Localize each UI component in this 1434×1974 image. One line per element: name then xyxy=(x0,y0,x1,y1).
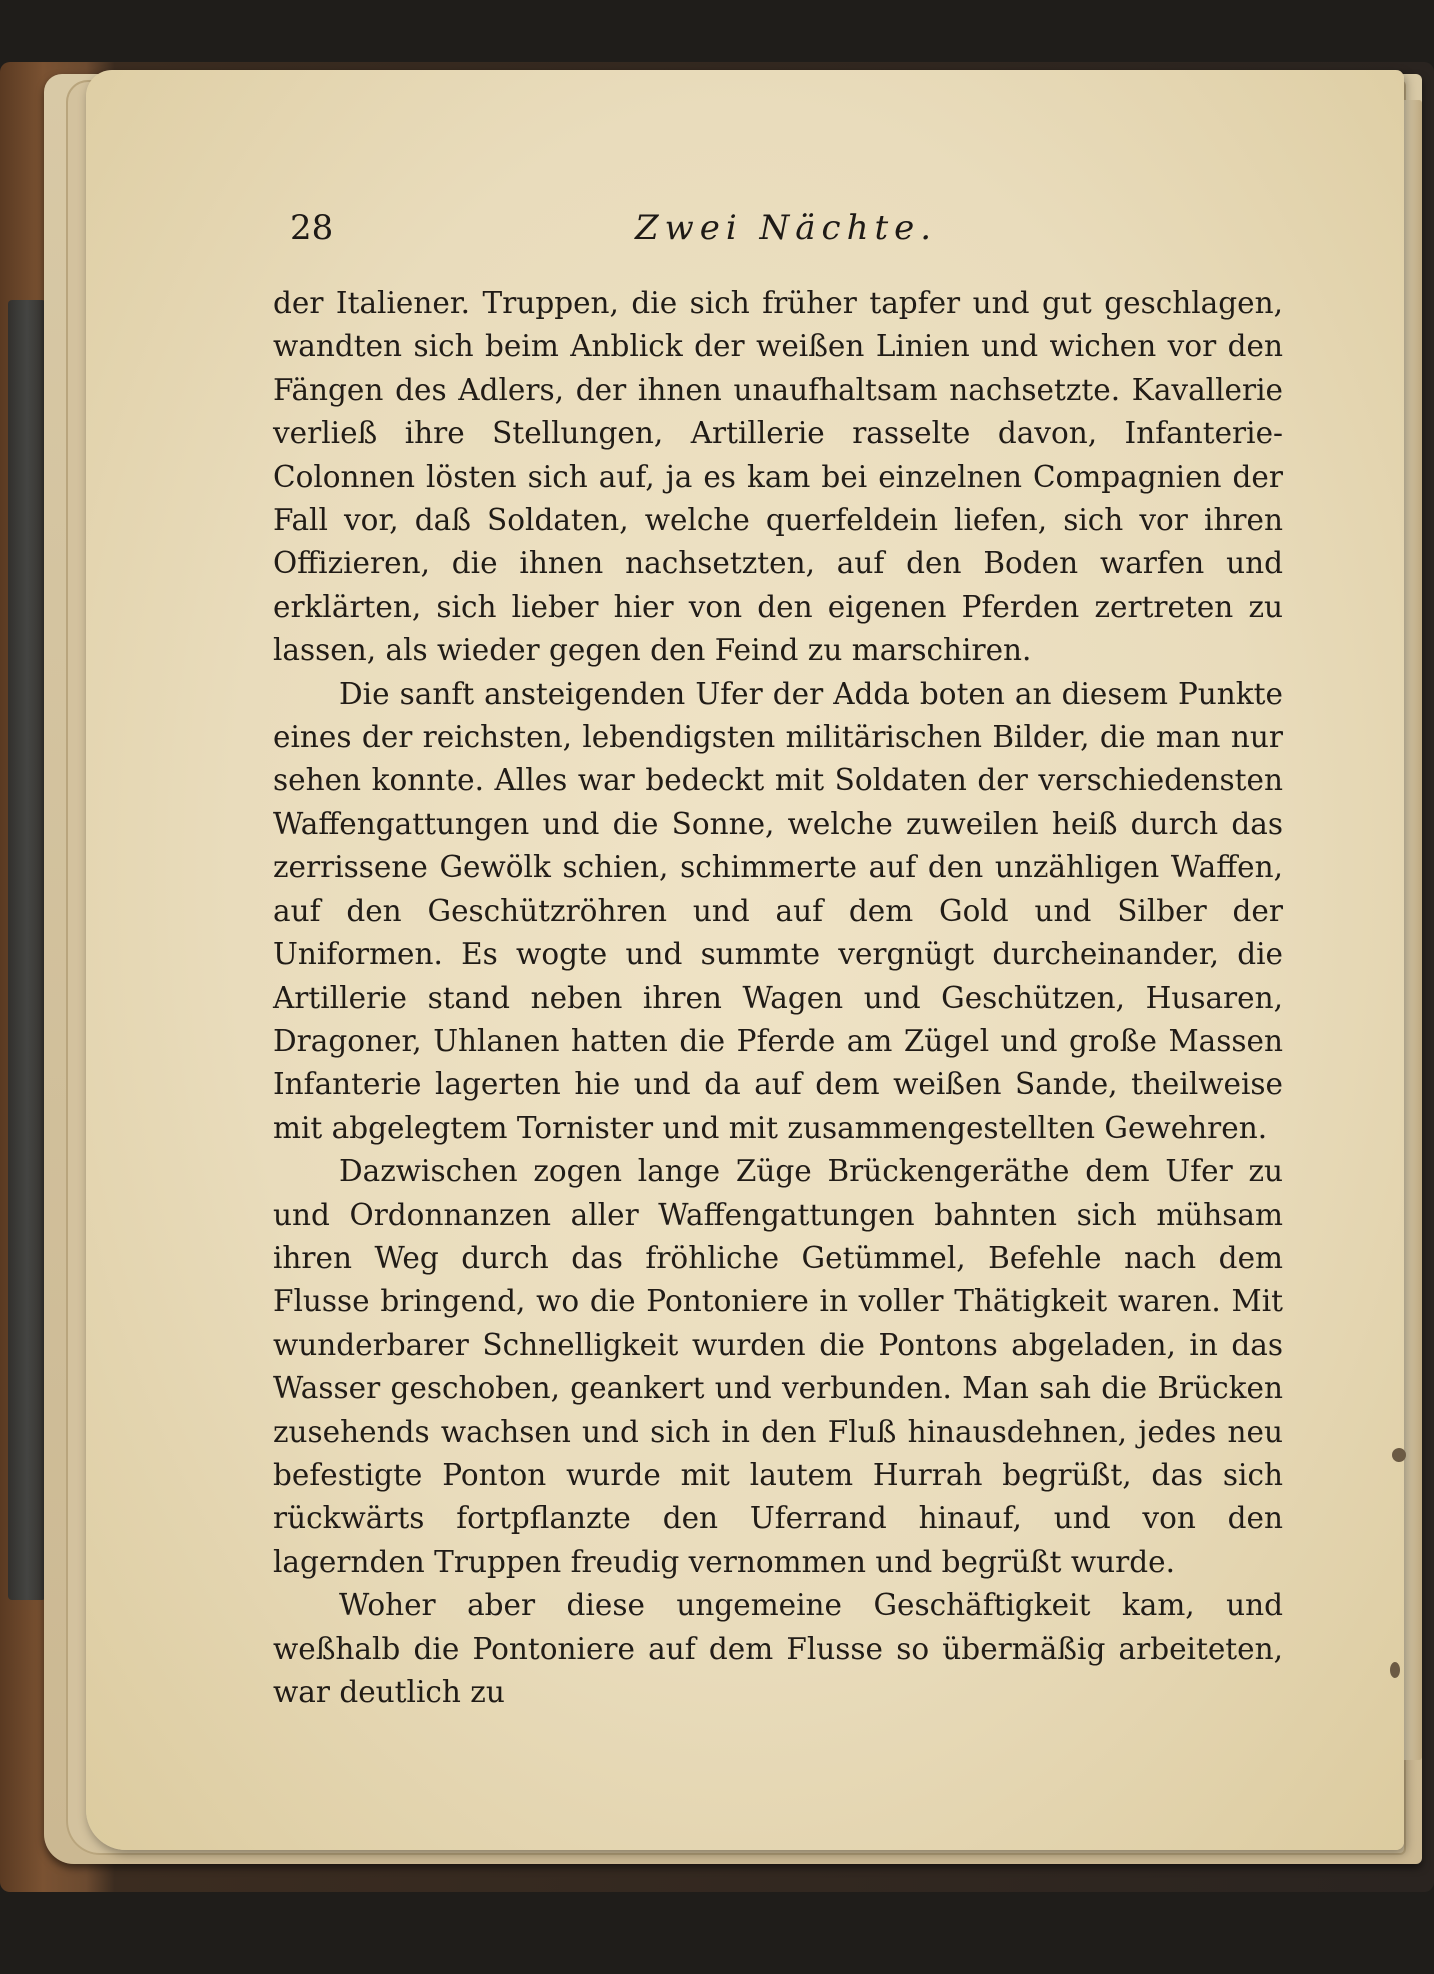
ink-spot xyxy=(1392,1448,1406,1462)
page-number: 28 xyxy=(290,208,334,248)
paragraph-3: Dazwischen zogen lange Züge Brückengeräthe dem Ufer zu und Ordonnanzen aller Waffengattungen bahnten sich mühsam ihren Weg durch das fröhliche Getümmel, Befehle nach dem Flusse bringend, wo die Pontoniere in voller Thätigkeit waren. Mit wunderbarer Schnelligkeit wurden die Pontons abgeladen, in das Wasser geschoben, geankert und verbunden. Man sah die Brücken zusehends wachsen und sich in den Fluß hinausdehnen, jedes neu befestigte Ponton wurde mit lautem Hurrah begrüßt, das sich rückwärts fortpflanzte den Uferrand hinauf, und von den lagernden Truppen freudig vernommen und begrüßt wurde. xyxy=(273,1154,1283,1579)
book-spine xyxy=(8,300,46,1600)
paragraph-1: der Italiener. Truppen, die sich früher tapfer und gut geschlagen, wandten sich beim Anblick der weißen Linien und wichen vor den Fängen des Adlers, der ihnen unaufhaltsam nachsetzte. Kavallerie verließ ihre Stellungen, Artillerie rasselte davon, Infanterie-Colonnen lösten sich auf, ja es kam bei einzelnen Compagnien der Fall vor, daß Soldaten, welche querfeldein liefen, sich vor ihren Offizieren, die ihnen nachsetzten, auf den Boden warfen und erklärten, sich lieber hier von den eigenen Pferden zertreten zu lassen, als wieder gegen den Feind zu marschiren. xyxy=(273,286,1283,668)
page-header xyxy=(205,138,1305,248)
paragraph-4: Woher aber diese ungemeine Geschäftigkeit kam, und weßhalb die Pontoniere auf dem Flusse so übermäßig arbeiteten, war deutlich zu xyxy=(273,1588,1283,1709)
body-text xyxy=(273,282,1283,1714)
running-title: Zwei Nächte. xyxy=(635,208,938,248)
ink-spot xyxy=(1390,1662,1400,1678)
paragraph-2: Die sanft ansteigenden Ufer der Adda boten an diesem Punkte eines der reichsten, lebendigsten militärischen Bilder, die man nur sehen konnte. Alles war bedeckt mit Soldaten der verschiedensten Waffengattungen und die Sonne, welche zuweilen heiß durch das zerrissene Gewölk schien, schimmerte auf den unzähligen Waffen, auf den Geschützröhren und auf dem Gold und Silber der Uniformen. Es wogte und summte vergnügt durcheinander, die Artillerie stand neben ihren Wagen und Geschützen, Husaren, Dragoner, Uhlanen hatten die Pferde am Zügel und große Massen Infanterie lagerten hie und da auf dem weißen Sande, theilweise mit abgelegtem Tornister und mit zusammengestellten Gewehren. xyxy=(273,676,1283,1145)
